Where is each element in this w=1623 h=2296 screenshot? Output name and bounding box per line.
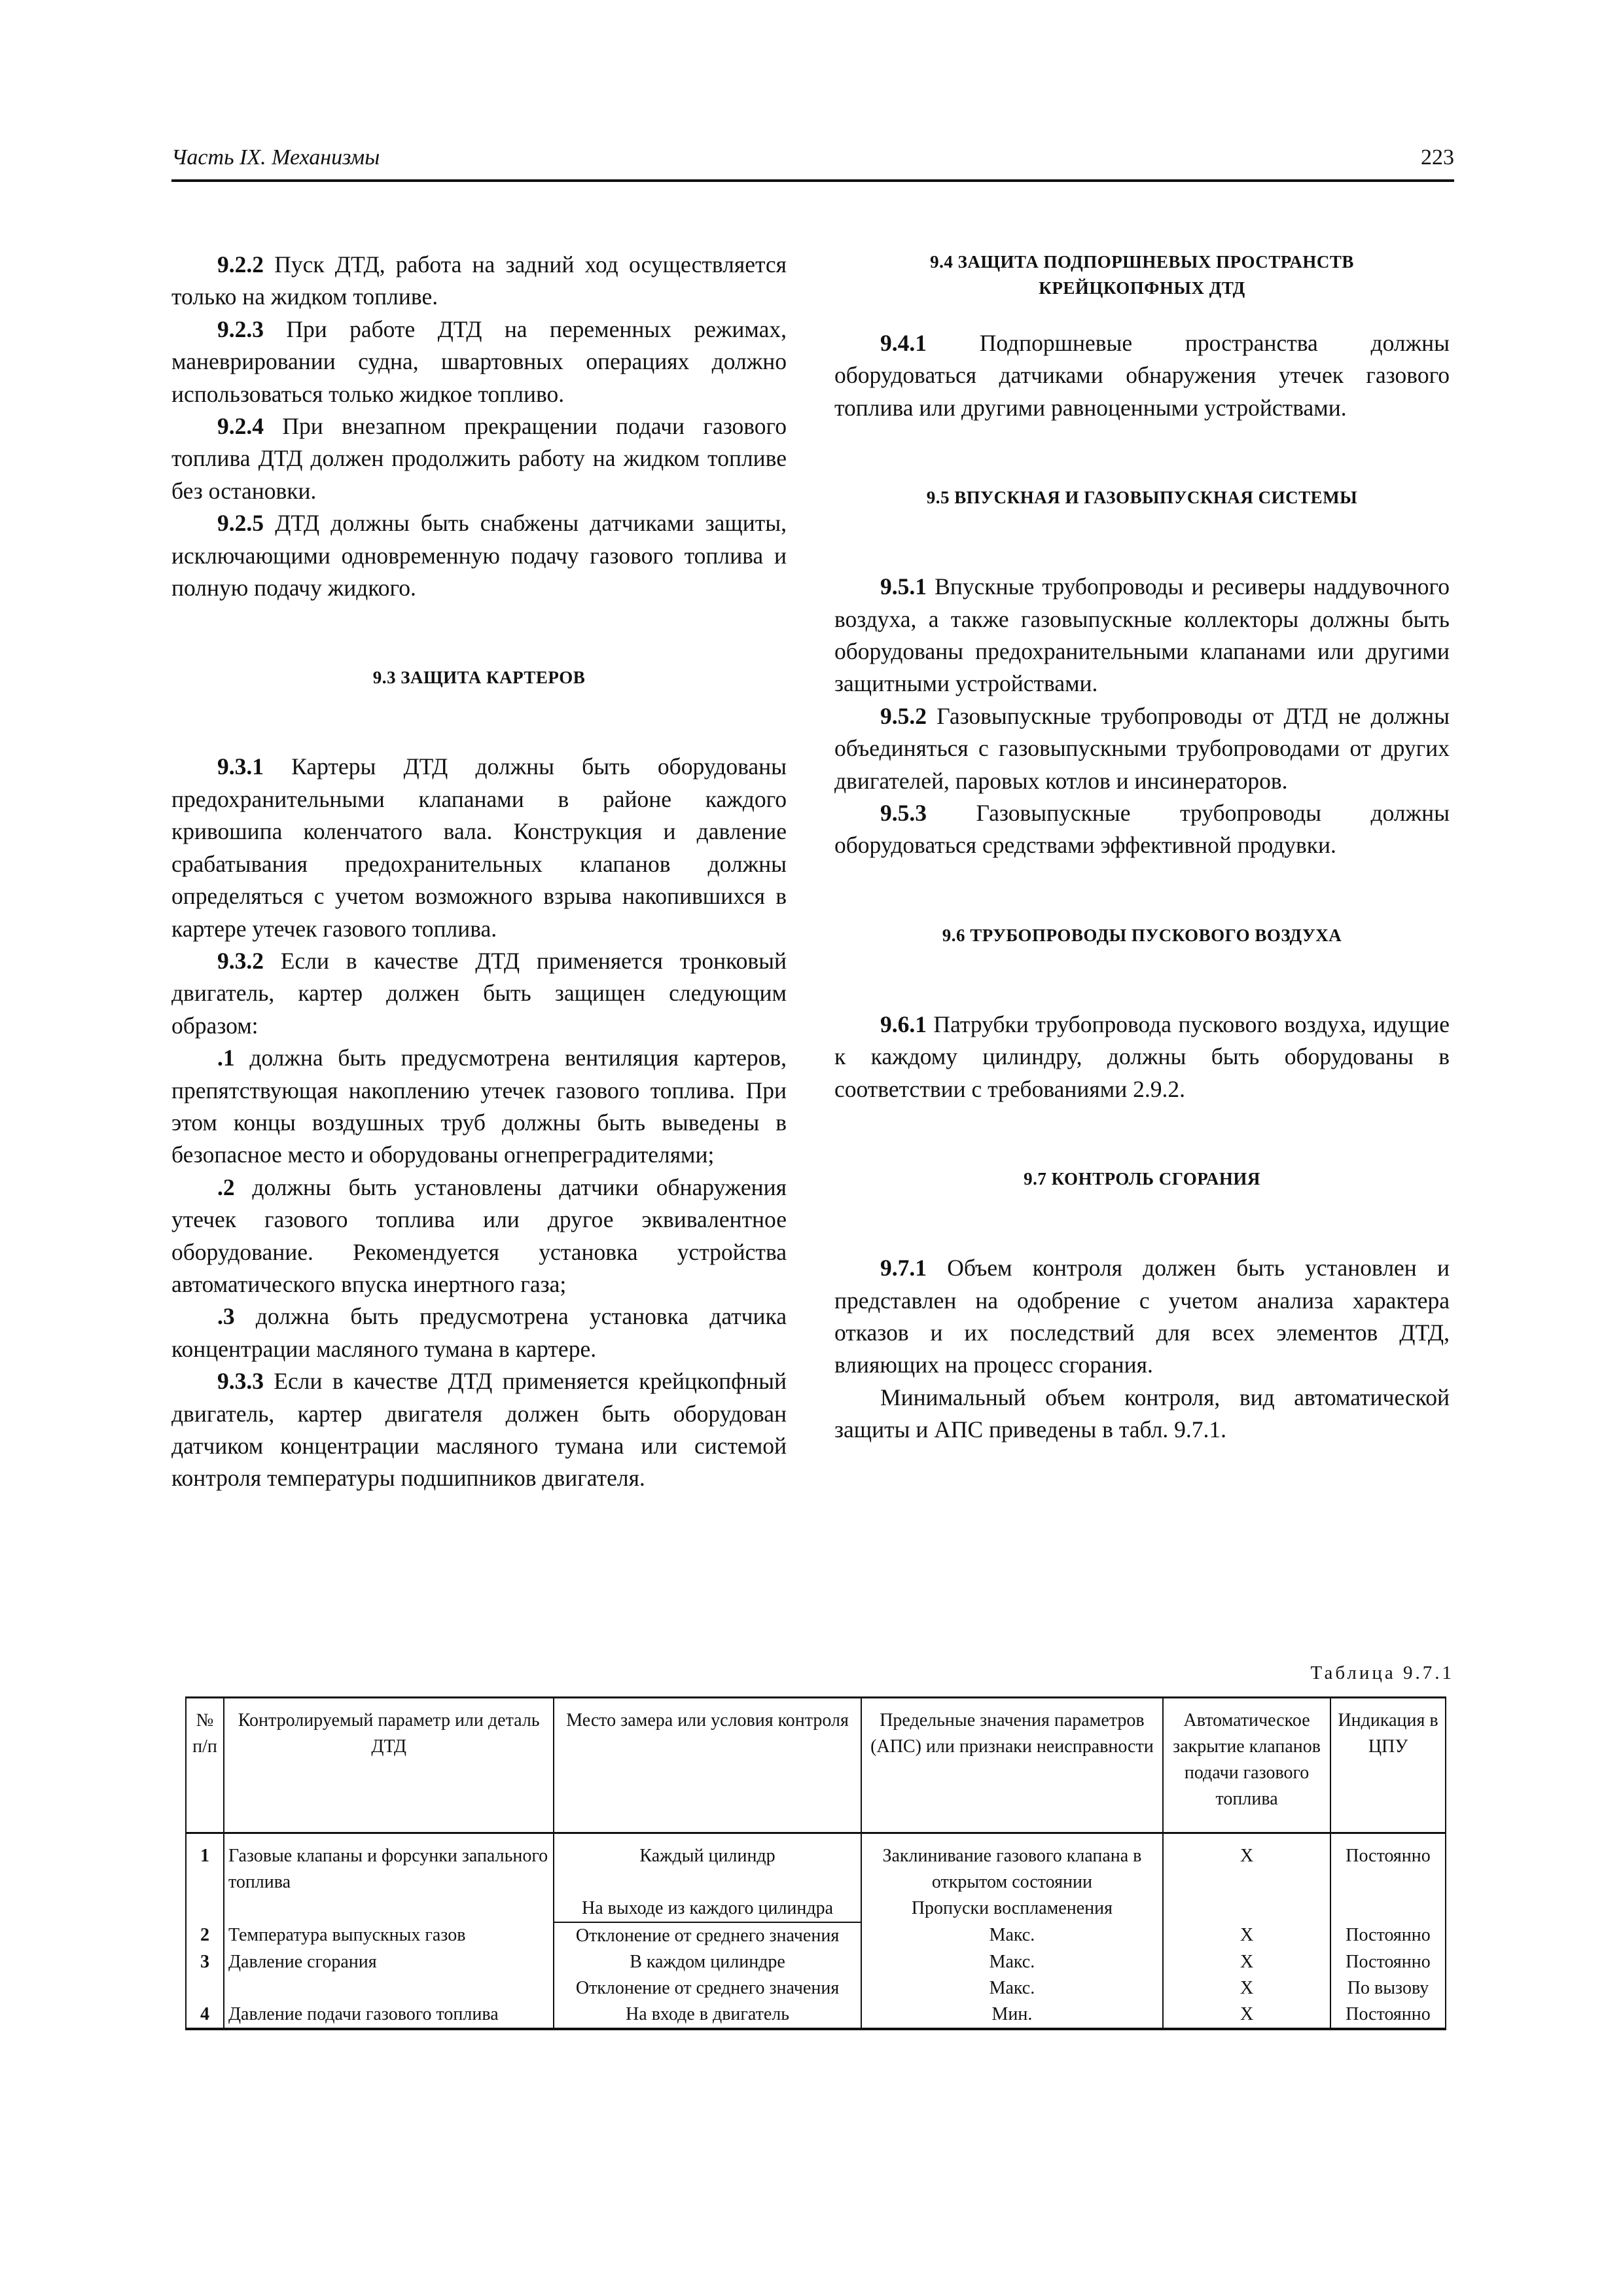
cell-limits: Макс.: [861, 1949, 1163, 1975]
paragraph: 9.5.3 Газовыпускные трубопроводы должны оборудоваться средствами эффективной продувки.: [834, 800, 1450, 859]
header-limits: Предельные значения параметров (АПС) или признаки неисправности: [861, 1698, 1163, 1833]
paragraph: 9.3.2 Если в качестве ДТД применяется тронковый двигатель, картер должен быть защищен следующим образом:: [171, 947, 787, 1039]
section-heading-9-3: 9.3 ЗАЩИТА КАРТЕРОВ: [372, 668, 586, 688]
heading-line: 9.4 ЗАЩИТА ПОДПОРШНЕВЫХ ПРОСТРАНСТВ: [930, 252, 1354, 272]
paragraph: 9.2.5 ДТД должны быть снабжены датчиками защиты, исключающими одновременную подачу газового топлива и полную подачу жидкого.: [171, 510, 787, 601]
paragraph: .1 должна быть предусмотрена вентиляция картеров, препятствующая накоплению утечек газового топлива. При этом концы воздушных труб должны быть выведены в безопасное место и оборудованы огнепреградителями;: [171, 1045, 787, 1168]
header-auto: Автоматическое закрытие клапанов подачи газового топлива: [1163, 1698, 1330, 1833]
cell-param: Температура выпускных газов: [224, 1922, 554, 1949]
running-title: Часть IX. Механизмы: [171, 145, 380, 170]
cell-place: Каждый цилиндр: [554, 1833, 861, 1896]
cell-auto: Х: [1163, 1833, 1330, 1896]
paragraph: 9.3.3 Если в качестве ДТД применяется крейцкопфный двигатель, картер двигателя должен быть оборудован датчиком концентрации масляного тумана или системой контроля температуры подшипников двигателя.: [171, 1368, 787, 1492]
table-row: [186, 1922, 1446, 1949]
cell-num: 4: [186, 2001, 224, 2029]
paragraph: 9.2.3 При работе ДТД на переменных режимах, маневрировании судна, швартовных операциях должно использоваться только жидкое топливо.: [171, 315, 787, 407]
table-row: [186, 2001, 1446, 2029]
paragraph: 9.3.1 Картеры ДТД должны быть оборудованы предохранительными клапанами в районе каждого кривошипа коленчатого вала. Конструкция и давление срабатывания предохранительных клапанов должны определяться с учетом возможного взрыва накопившихся в картере утечек газового топлива.: [171, 753, 787, 942]
section-heading-9-4: [834, 249, 1450, 301]
header-num: № п/п: [186, 1698, 224, 1833]
cell-num: 1: [186, 1833, 224, 1896]
paragraph: .2 должны быть установлены датчики обнаружения утечек газового топлива или другое эквивалентное оборудование. Рекомендуется установка устройства автоматического впуска инертного газа;: [171, 1174, 787, 1297]
table-row: [186, 1833, 1446, 1896]
cell-auto: Х: [1163, 1922, 1330, 1949]
cell-ind: Постоянно: [1330, 1922, 1446, 1949]
cell-limits: Мин.: [861, 2001, 1163, 2029]
cell-place: В каждом цилиндре: [554, 1949, 861, 1975]
paragraph: 9.6.1 Патрубки трубопровода пускового воздуха, идущие к каждому цилиндру, должны быть оборудованы в соответствии с требованиями 2.9.2.: [834, 1011, 1450, 1102]
table-row: [186, 1895, 1446, 1922]
table-row: [186, 1975, 1446, 2001]
page-header: [171, 145, 1454, 182]
section-heading-9-6: 9.6 ТРУБОПРОВОДЫ ПУСКОВОГО ВОЗДУХА: [942, 925, 1342, 945]
paragraph: 9.2.4 При внезапном прекращении подачи газового топлива ДТД должен продолжить работу на жидком топливе без остановки.: [171, 413, 787, 504]
paragraph: .3 должна быть предусмотрена установка датчика концентрации масляного тумана в картере.: [171, 1303, 787, 1362]
cell-ind: Постоянно: [1330, 2001, 1446, 2029]
cell-auto: Х: [1163, 1949, 1330, 1975]
table-caption: Таблица 9.7.1: [1310, 1662, 1454, 1683]
cell-ind: Постоянно: [1330, 1949, 1446, 1975]
page-number: 223: [1421, 145, 1454, 170]
cell-param: Газовые клапаны и форсунки запального топлива: [224, 1833, 554, 1896]
cell-limits: Пропуски воспламенения: [861, 1895, 1163, 1922]
paragraph: Минимальный объем контроля, вид автоматической защиты и АПС приведены в табл. 9.7.1.: [834, 1384, 1450, 1443]
header-param: Контролируемый параметр или деталь ДТД: [224, 1698, 554, 1833]
cell-place: На выходе из каждого цилиндра: [554, 1895, 861, 1922]
control-table: [185, 1696, 1446, 2030]
header-place: Место замера или условия контроля: [554, 1698, 861, 1833]
paragraph: 9.7.1 Объем контроля должен быть установлен и представлен на одобрение с учетом анализа характера отказов и их последствий для всех элементов ДТД, влияющих на процесс сгорания.: [834, 1255, 1450, 1378]
cell-limits: Макс.: [861, 1922, 1163, 1949]
right-column: [834, 249, 1450, 1446]
heading-line: КРЕЙЦКОПФНЫХ ДТД: [1039, 278, 1245, 298]
cell-num: 3: [186, 1949, 224, 1975]
paragraph: 9.4.1 Подпоршневые пространства должны оборудоваться датчиками обнаружения утечек газового топлива или другими равноценными устройствами.: [834, 330, 1450, 421]
cell-param: Давление сгорания: [224, 1949, 554, 1975]
cell-place: Отклонение от среднего значения: [554, 1975, 861, 2001]
cell-limits: Макс.: [861, 1975, 1163, 2001]
left-column: [171, 249, 787, 1495]
header-ind: Индикация в ЦПУ: [1330, 1698, 1446, 1833]
paragraph: 9.2.2 Пуск ДТД, работа на задний ход осуществляется только на жидком топливе.: [171, 251, 787, 310]
cell-limits: Заклинивание газового клапана в открытом состоянии: [861, 1833, 1163, 1896]
section-heading-9-7: 9.7 КОНТРОЛЬ СГОРАНИЯ: [1024, 1169, 1260, 1189]
cell-num: 2: [186, 1922, 224, 1949]
cell-ind: Постоянно: [1330, 1833, 1446, 1896]
cell-place: На входе в двигатель: [554, 2001, 861, 2029]
cell-param: Давление подачи газового топлива: [224, 2001, 554, 2029]
paragraph: 9.5.1 Впускные трубопроводы и ресиверы наддувочного воздуха, а также газовыпускные коллекторы должны быть оборудованы предохранительными клапанами или другими защитными устройствами.: [834, 573, 1450, 697]
cell-ind: По вызову: [1330, 1975, 1446, 2001]
section-heading-9-5: 9.5 ВПУСКНАЯ И ГАЗОВЫПУСКНАЯ СИСТЕМЫ: [926, 488, 1358, 508]
cell-auto: Х: [1163, 2001, 1330, 2029]
cell-place: Отклонение от среднего значения: [554, 1922, 861, 1949]
table-header-row: [186, 1698, 1446, 1833]
table-row: [186, 1949, 1446, 1975]
cell-auto: Х: [1163, 1975, 1330, 2001]
paragraph: 9.5.2 Газовыпускные трубопроводы от ДТД не должны объединяться с газовыпускными трубопроводами от других двигателей, паровых котлов и инсинераторов.: [834, 702, 1450, 794]
